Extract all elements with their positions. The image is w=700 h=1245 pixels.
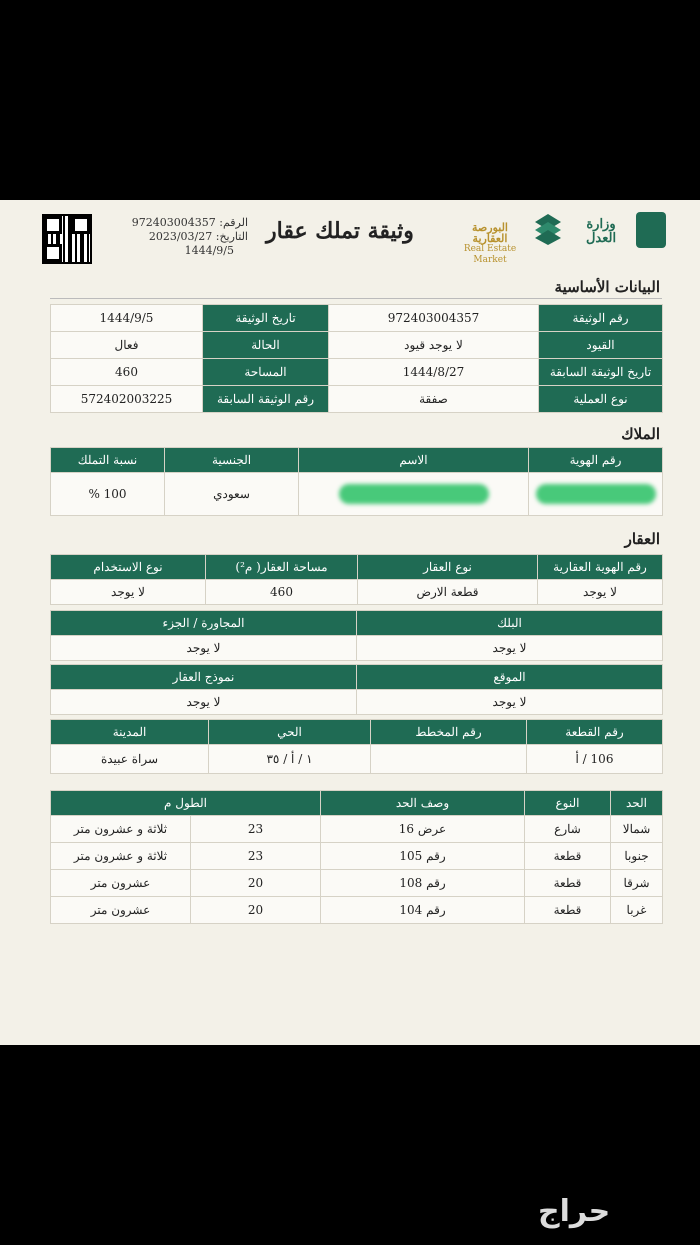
property-city: سراة عبيدة xyxy=(51,745,209,774)
ministry-logo: وزارة العدل xyxy=(585,217,617,246)
bound-length-words: عشرون متر xyxy=(51,897,191,924)
bound-type: قطعة xyxy=(525,897,611,924)
property-header-plan: رقم المخطط xyxy=(371,720,527,745)
property-plot: 106 / أ xyxy=(527,745,663,774)
bound-direction: غربا xyxy=(611,897,663,924)
bound-length-words: عشرون متر xyxy=(51,870,191,897)
real-estate-market-logo: البورصة العقارية Real Estate Market xyxy=(463,221,517,265)
property-header-district: الحي xyxy=(209,720,371,745)
basic-row xyxy=(51,305,663,332)
basic-value: 460 xyxy=(51,359,203,386)
bounds-header-type: النوع xyxy=(525,791,611,816)
bound-direction: شرقا xyxy=(611,870,663,897)
bounds-header-direction: الحد xyxy=(611,791,663,816)
basic-label: الحالة xyxy=(203,332,329,359)
basic-label: تاريخ الوثيقة xyxy=(203,305,329,332)
ownership-document xyxy=(0,200,700,1045)
bound-type: شارع xyxy=(525,816,611,843)
property-header-block: البلك xyxy=(357,611,663,636)
property-header-id: رقم الهوية العقارية xyxy=(538,555,663,580)
property-header-neighbour: المجاورة / الجزء xyxy=(51,611,357,636)
property-header-usage: نوع الاستخدام xyxy=(51,555,206,580)
property-table-2 xyxy=(50,610,663,661)
owners-header-share: نسبة التملك xyxy=(51,448,165,473)
bounds-header-length: الطول م xyxy=(51,791,321,816)
section-title-owners: الملاك xyxy=(621,425,660,443)
bound-length-words: ثلاثة و عشرون متر xyxy=(51,816,191,843)
property-location: لا يوجد xyxy=(357,690,663,715)
basic-value: لا يوجد قيود xyxy=(329,332,539,359)
bounds-row xyxy=(51,870,663,897)
property-neighbour: لا يوجد xyxy=(51,636,357,661)
basic-row xyxy=(51,332,663,359)
property-header-model: نموذج العقار xyxy=(51,665,357,690)
property-table-3 xyxy=(50,664,663,715)
property-block: لا يوجد xyxy=(357,636,663,661)
basic-label: تاريخ الوثيقة السابقة xyxy=(539,359,663,386)
basic-value: صفقة xyxy=(329,386,539,413)
document-header xyxy=(0,200,700,270)
basic-label: المساحة xyxy=(203,359,329,386)
property-table-4 xyxy=(50,719,663,774)
bound-type: قطعة xyxy=(525,870,611,897)
property-district: ١ / أ / ٣٥ xyxy=(209,745,371,774)
bound-length: 23 xyxy=(191,843,321,870)
document-reference: الرقم: 972403004357 التاريخ: 2023/03/27 1444/9/5 xyxy=(131,216,248,257)
owners-header-id: رقم الهوية xyxy=(529,448,663,473)
property-id: لا يوجد xyxy=(538,580,663,605)
basic-data-table xyxy=(50,304,663,413)
basic-value: 1444/9/5 xyxy=(51,305,203,332)
section-title-basic: البيانات الأساسية xyxy=(554,278,660,296)
basic-value: 572402003225 xyxy=(51,386,203,413)
section-divider xyxy=(50,298,662,299)
bounds-header-desc: وصف الحد xyxy=(321,791,525,816)
bound-type: قطعة xyxy=(525,843,611,870)
property-header-location: الموقع xyxy=(357,665,663,690)
owner-share: 100 % xyxy=(51,473,165,516)
property-header-area: مساحة العقار( م²) xyxy=(206,555,358,580)
owners-header-name: الاسم xyxy=(299,448,529,473)
bound-direction: شمالا xyxy=(611,816,663,843)
bound-description: عرض 16 xyxy=(321,816,525,843)
real-estate-market-logo-icon xyxy=(533,212,563,246)
bounds-row xyxy=(51,897,663,924)
property-usage: لا يوجد xyxy=(51,580,206,605)
property-type: قطعة الارض xyxy=(358,580,538,605)
basic-value: 1444/8/27 xyxy=(329,359,539,386)
property-area: 460 xyxy=(206,580,358,605)
property-table-1 xyxy=(50,554,663,605)
basic-row xyxy=(51,359,663,386)
basic-value: 972403004357 xyxy=(329,305,539,332)
bound-length-words: ثلاثة و عشرون متر xyxy=(51,843,191,870)
owner-nationality: سعودي xyxy=(165,473,299,516)
property-header-city: المدينة xyxy=(51,720,209,745)
bound-length: 23 xyxy=(191,816,321,843)
bound-description: رقم 108 xyxy=(321,870,525,897)
bound-description: رقم 104 xyxy=(321,897,525,924)
basic-value: فعال xyxy=(51,332,203,359)
bound-description: رقم 105 xyxy=(321,843,525,870)
bound-direction: جنوبا xyxy=(611,843,663,870)
document-title: وثيقة تملك عقار xyxy=(266,218,414,244)
basic-label: نوع العملية xyxy=(539,386,663,413)
bounds-row xyxy=(51,843,663,870)
haraj-watermark: حراج xyxy=(538,1194,611,1229)
bound-length: 20 xyxy=(191,897,321,924)
basic-row xyxy=(51,386,663,413)
owners-table xyxy=(50,447,663,516)
bounds-row xyxy=(51,816,663,843)
boundaries-table xyxy=(50,790,663,924)
property-model: لا يوجد xyxy=(51,690,357,715)
property-plan xyxy=(371,745,527,774)
owners-header-nationality: الجنسية xyxy=(165,448,299,473)
ministry-emblem-icon xyxy=(636,212,666,248)
property-header-plot: رقم القطعة xyxy=(527,720,663,745)
qr-code-icon xyxy=(42,214,92,264)
property-header-type: نوع العقار xyxy=(358,555,538,580)
basic-label: رقم الوثيقة xyxy=(539,305,663,332)
bound-length: 20 xyxy=(191,870,321,897)
section-title-property: العقار xyxy=(624,530,660,548)
owner-name-redacted xyxy=(299,473,529,516)
owner-id-redacted xyxy=(529,473,663,516)
basic-label: القيود xyxy=(539,332,663,359)
basic-label: رقم الوثيقة السابقة xyxy=(203,386,329,413)
